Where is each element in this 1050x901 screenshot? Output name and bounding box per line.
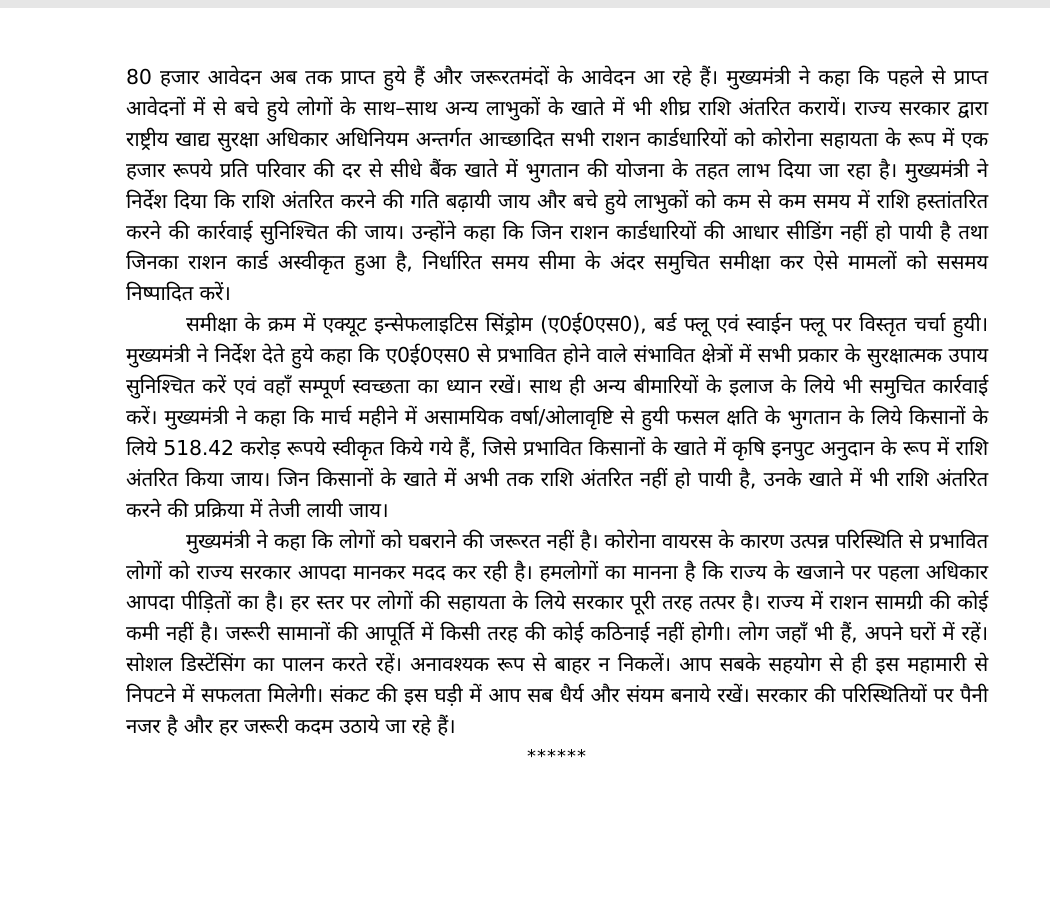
paragraph-2: समीक्षा के क्रम में एक्यूट इन्सेफलाइटिस सिंड्रोम (ए0ई0एस0), बर्ड फ्लू एवं स्वाईन फ्लू पर विस्तृत चर्चा हुयी। मुख्यमंत्री ने निर्देश देते हुये कहा कि ए0ई0एस0 से प्रभावित होने वाले संभावित क्षेत्रों में सभी प्रकार के सुरक्षात्मक उपाय सुनिश्चित करें एवं वहाँ सम्पूर्ण स्वच्छता का ध्यान रखें। साथ ही अन्य बीमारियों के इलाज के लिये भी समुचित कार्रवाई करें। मुख्यमंत्री ने कहा कि मार्च महीने में असामयिक वर्षा/ओलावृष्टि से हुयी फसल क्षति के भुगतान के लिये किसानों के लिये 518.42 करोड़ रूपये स्वीकृत किये गये हैं, जिसे प्रभावित किसानों के खाते में कृषि इनपुट अनुदान के रूप में राशि अंतरित किया जाय। जिन किसानों के खाते में अभी तक राशि अंतरित नहीं हो पायी है, उनके खाते में भी राशि अंतरित करने की प्रक्रिया में तेजी लायी जाय। <box>126 312 988 522</box>
document-page <box>126 62 988 772</box>
end-of-document-marker: ****** <box>527 745 587 767</box>
top-border-strip <box>0 0 1050 8</box>
paragraph-1: 80 हजार आवेदन अब तक प्राप्त हुये हैं और जरूरतमंदों के आवेदन आ रहे हैं। मुख्यमंत्री ने कहा कि पहले से प्राप्त आवेदनों में से बचे हुये लोगों के साथ–साथ अन्य लाभुकों के खाते में भी शीघ्र राशि अंतरित करायें। राज्य सरकार द्वारा राष्ट्रीय खाद्य सुरक्षा अधिकार अधिनियम अन्तर्गत आच्छादित सभी राशन कार्डधारियों को कोरोना सहायता के रूप में एक हजार रूपये प्रति परिवार की दर से सीधे बैंक खाते में भुगतान की योजना के तहत लाभ दिया जा रहा है। मुख्यमंत्री ने निर्देश दिया कि राशि अंतरित करने की गति बढ़ायी जाय और बचे हुये लाभुकों को कम से कम समय में राशि हस्तांतरित करने की कार्रवाई सुनिश्चित की जाय। उन्होंने कहा कि जिन राशन कार्डधारियों की आधार सीडिंग नहीं हो पायी है तथा जिनका राशन कार्ड अस्वीकृत हुआ है, निर्धारित समय सीमा के अंदर समुचित समीक्षा कर ऐसे मामलों को ससमय निष्पादित करें। <box>126 65 988 306</box>
paragraph-3: मुख्यमंत्री ने कहा कि लोगों को घबराने की जरूरत नहीं है। कोरोना वायरस के कारण उत्पन्न परिस्थिति से प्रभावित लोगों को राज्य सरकार आपदा मानकर मदद कर रही है। हमलोगों का मानना है कि राज्य के खजाने पर पहला अधिकार आपदा पीड़ितों का है। हर स्तर पर लोगों की सहायता के लिये सरकार पूरी तरह तत्पर है। राज्य में राशन सामग्री की कोई कमी नहीं है। जरूरी सामानों की आपूर्ति में किसी तरह की कोई कठिनाई नहीं होगी। लोग जहाँ भी हैं, अपने घरों में रहें। सोशल डिस्टेंसिंग का पालन करते रहें। अनावश्यक रूप से बाहर न निकलें। आप सबके सहयोग से ही इस महामारी से निपटने में सफलता मिलेगी। संकट की इस घड़ी में आप सब धैर्य और संयम बनाये रखें। सरकार की परिस्थितियों पर पैनी नजर है और हर जरूरी कदम उठाये जा रहे हैं। <box>126 528 988 739</box>
